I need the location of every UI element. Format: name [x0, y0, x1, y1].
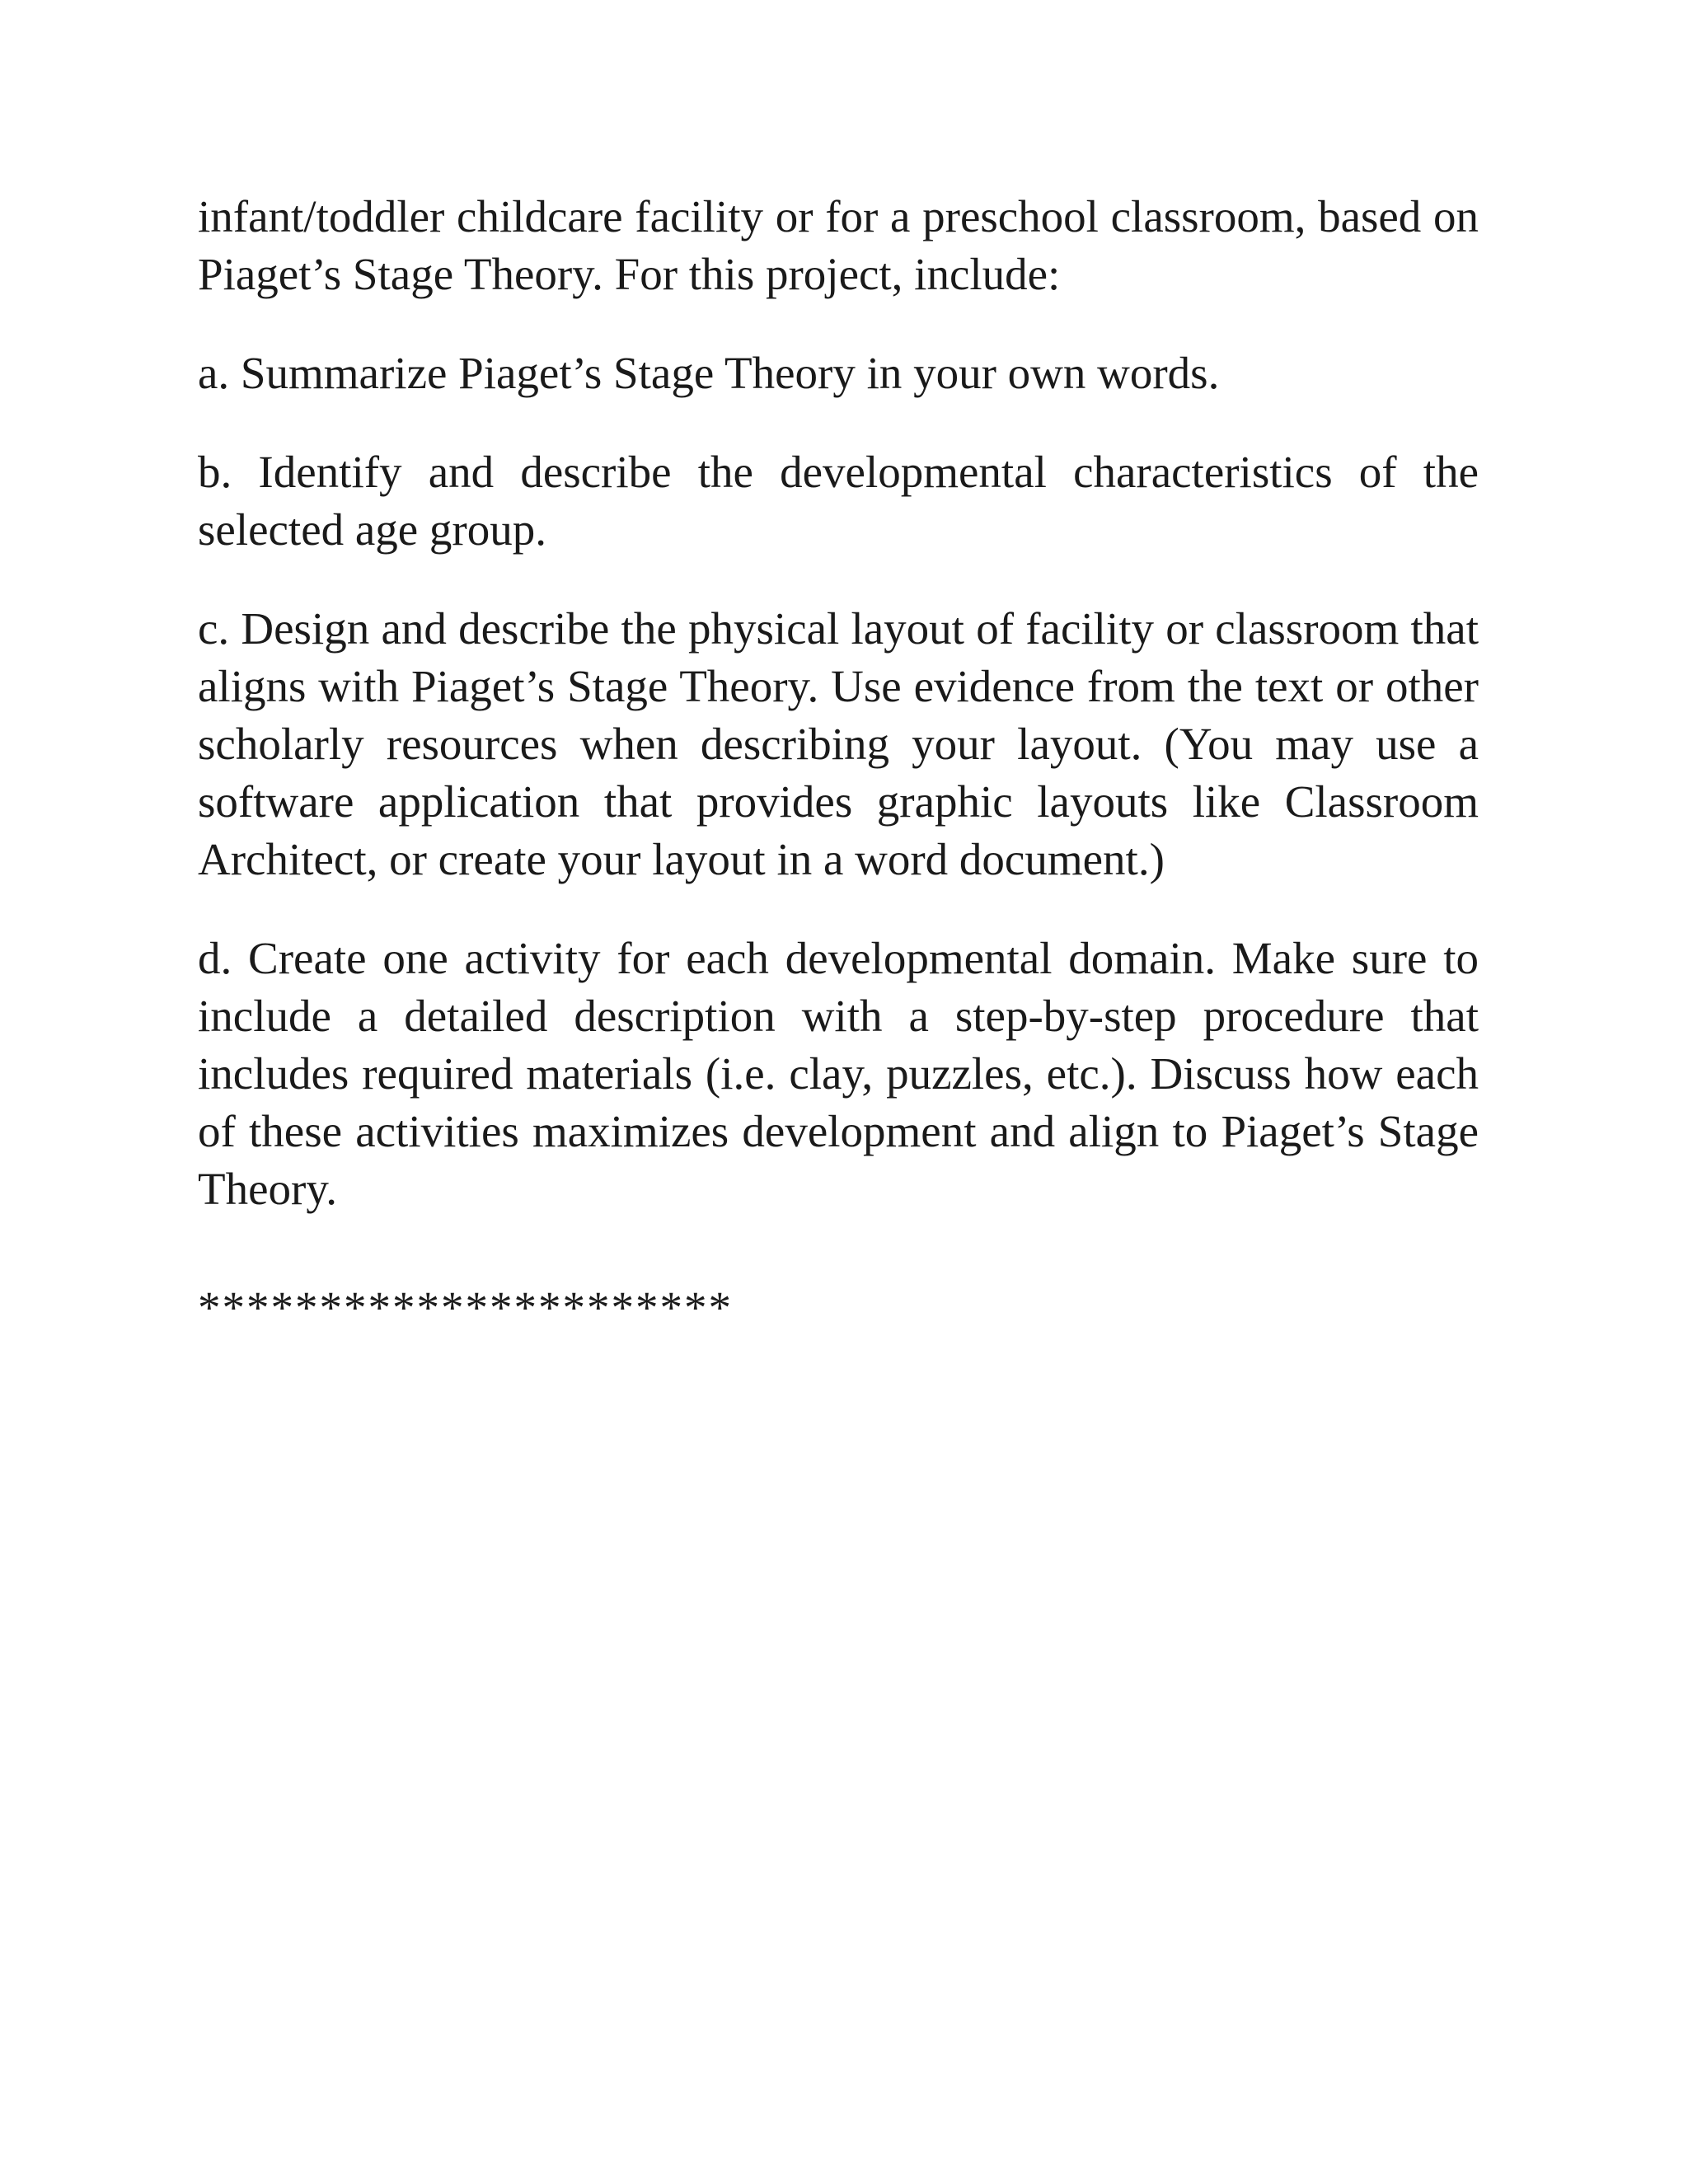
asterisk-separator: **********************	[198, 1282, 733, 1333]
item-b-paragraph: b. Identify and describe the developmental characteristics of the selected age group.	[198, 447, 1479, 555]
item-a-paragraph: a. Summarize Piaget’s Stage Theory in your own words.	[198, 348, 1220, 398]
intro-paragraph: infant/toddler childcare facility or for a preschool classroom, based on Piaget’s Stage Theory. For this project, include:	[198, 191, 1479, 299]
item-c-paragraph: c. Design and describe the physical layout of facility or classroom that aligns with Piaget’s Stage Theory. Use evidence from the text or other scholarly resources when describing your layout. (You may use a software application that provides graphic layouts like Classroom Architect, or create your layout in a word document.)	[198, 603, 1479, 884]
document-body	[198, 188, 1479, 1259]
item-d-paragraph: d. Create one activity for each developmental domain. Make sure to include a detailed description with a step-by-step procedure that includes required materials (i.e. clay, puzzles, etc.). Discuss how each of these activities maximizes development and align to Piaget’s Stage Theory.	[198, 933, 1479, 1214]
